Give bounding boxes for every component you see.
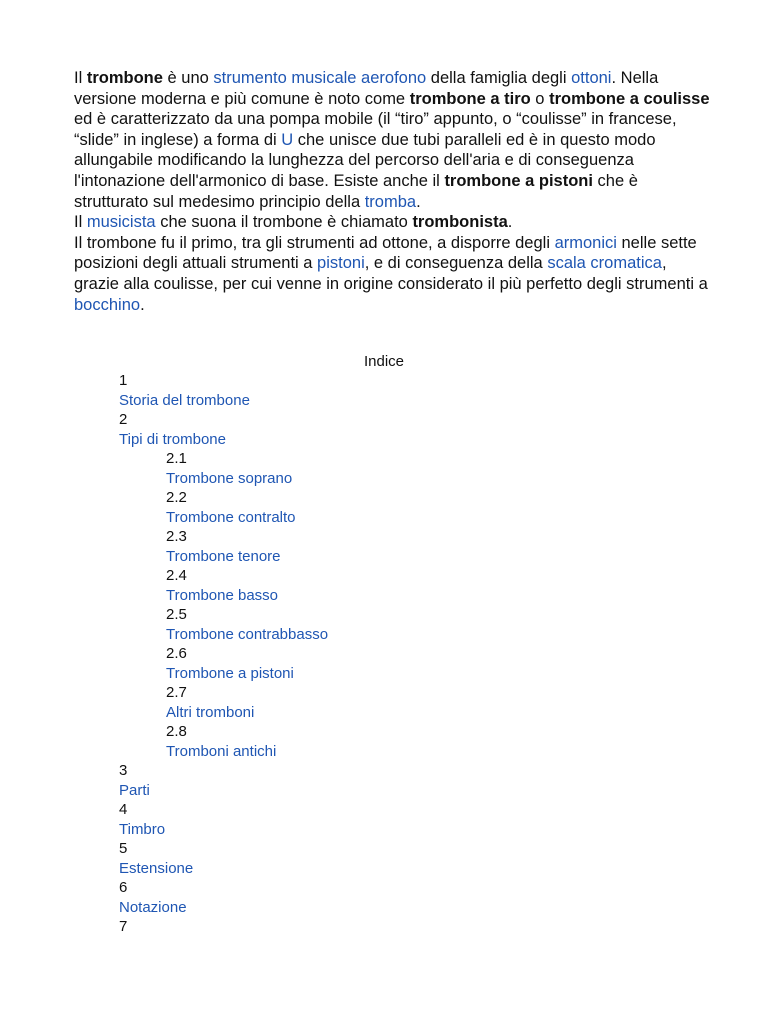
toc-number: 2.1 xyxy=(166,450,187,467)
inline-link[interactable]: bocchino xyxy=(74,295,141,314)
bold-term: trombone xyxy=(86,69,163,87)
toc-link[interactable]: Tipi di trombone xyxy=(119,430,226,448)
toc-link[interactable]: Tromboni antichi xyxy=(166,742,277,760)
body-text: della famiglia degli xyxy=(426,69,572,87)
intro-section xyxy=(74,68,714,315)
toc-link[interactable]: Trombone tenore xyxy=(166,547,281,565)
inline-link[interactable]: ottoni xyxy=(571,69,612,87)
bold-term: trombone a pistoni xyxy=(444,171,593,190)
body-text: nelle sette posizioni degli attuali strumenti a xyxy=(74,233,697,273)
toc-number: 1 xyxy=(119,372,128,389)
toc-link[interactable]: Trombone soprano xyxy=(166,469,293,487)
toc-number: 2.8 xyxy=(166,723,187,740)
body-text: che suona il trombone è chiamato xyxy=(155,213,413,232)
inline-link[interactable]: tromba xyxy=(364,192,417,211)
inline-link[interactable]: U xyxy=(281,130,294,149)
toc-number: 2.7 xyxy=(166,684,187,701)
body-text: Il xyxy=(74,213,87,232)
table-of-contents xyxy=(0,371,768,937)
toc-number: 2.4 xyxy=(166,567,187,584)
body-text: , e di conseguenza della xyxy=(364,254,548,273)
body-text: . xyxy=(140,295,145,314)
toc-link[interactable]: Parti xyxy=(119,781,150,799)
toc-link[interactable]: Trombone contralto xyxy=(166,508,296,526)
toc-link[interactable]: Trombone a pistoni xyxy=(166,664,294,682)
intro-paragraph-3 xyxy=(74,233,714,315)
toc-link[interactable]: Trombone basso xyxy=(166,586,279,604)
toc-number: 2 xyxy=(119,411,128,428)
body-text: è uno xyxy=(162,69,214,87)
toc-number: 7 xyxy=(119,918,128,935)
body-text: ed è caratterizzato da una pompa mobile (il “tiro” appunto, o “coulisse” in francese, “slide” in inglese) a forma di xyxy=(74,110,677,149)
body-text: , grazie alla coulisse, per cui venne in origine considerato il più perfetto degli strumenti a xyxy=(74,254,708,293)
inline-link[interactable]: musicista xyxy=(86,213,156,232)
toc-number: 6 xyxy=(119,879,128,896)
bold-term: trombone a coulisse xyxy=(549,89,710,108)
toc-link[interactable]: Estensione xyxy=(119,859,194,877)
inline-link[interactable]: pistoni xyxy=(317,254,365,273)
inline-link[interactable]: scala cromatica xyxy=(547,254,662,273)
toc-link[interactable]: Timbro xyxy=(119,820,166,838)
body-text: o xyxy=(530,89,550,108)
intro-paragraph-1 xyxy=(74,68,714,212)
intro-paragraph-2 xyxy=(74,212,714,233)
toc-title: Indice xyxy=(363,353,405,370)
toc-number: 2.2 xyxy=(166,489,187,506)
bold-term: trombone a tiro xyxy=(409,89,531,108)
body-text: che è strutturato sul medesimo principio della xyxy=(74,171,638,211)
toc-number: 2.6 xyxy=(166,645,187,662)
bold-term: trombonista xyxy=(412,213,508,232)
body-text: Il xyxy=(74,69,87,87)
toc-link[interactable]: Altri tromboni xyxy=(166,703,255,721)
toc-number: 3 xyxy=(119,762,128,779)
toc-link[interactable]: Storia del trombone xyxy=(119,391,250,409)
body-text: . xyxy=(507,213,513,232)
body-text: Il trombone fu il primo, tra gli strumenti ad ottone, a disporre degli xyxy=(74,233,555,252)
toc-number: 2.3 xyxy=(166,528,187,545)
toc-number: 4 xyxy=(119,801,128,818)
body-text: . xyxy=(416,192,421,211)
toc-link[interactable]: Trombone contrabbasso xyxy=(166,625,329,643)
body-text: che unisce due tubi paralleli ed è in questo modo allungabile modificando la lunghezza del percorso dell'aria e di conseguenza l'intonazione dell'armonico di base. Esiste anche il xyxy=(74,130,656,190)
toc-number: 2.5 xyxy=(166,606,187,623)
inline-link[interactable]: strumento musicale aerofono xyxy=(213,69,427,87)
body-text: . Nella versione moderna e più comune è noto come xyxy=(74,69,659,108)
toc-number: 5 xyxy=(119,840,128,857)
toc-link[interactable]: Notazione xyxy=(119,898,187,916)
inline-link[interactable]: armonici xyxy=(554,233,617,252)
